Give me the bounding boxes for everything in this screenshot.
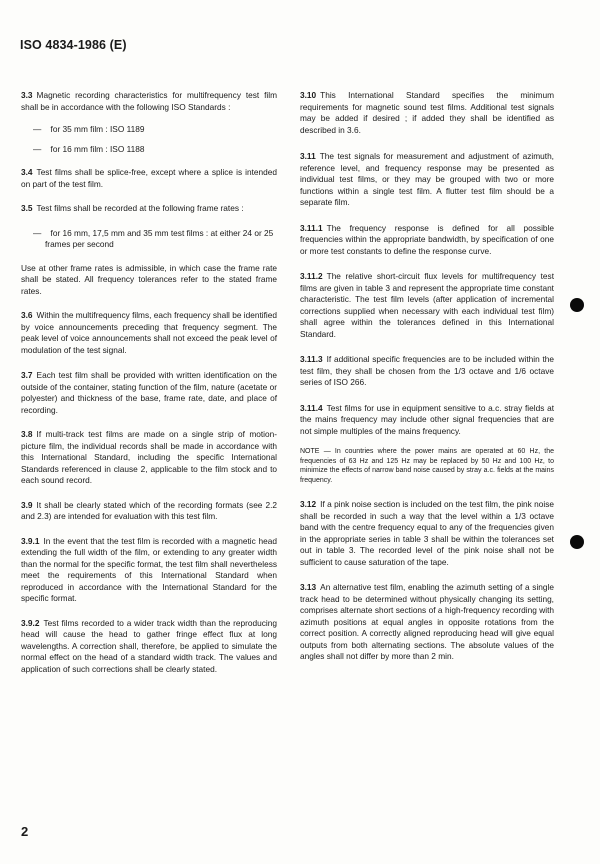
clause-3-10: 3.10 This International Standard specifies the minimum requirements for magnetic sound test films. Additional test signals may be added if desired ; if added they shall be identified as described in 3.6.: [300, 90, 554, 135]
clause-3-12: 3.12 If a pink noise section is included on the test film, the pink noise shall be recorded in such a way that the level within a 1/3 octave band with the centre frequency equal to any of the frequencies given in the appropriate series in table 3 shall be within the tolerances set out in table 3. The recorded level of the pink noise shall not be sufficient to cause saturation of the tape.: [300, 499, 554, 567]
clause-3-11-3: 3.11.3 If additional specific frequencies are to be included within the test film, they shall be chosen from the 1/3 octave and 1/6 octave series of ISO 266.: [300, 354, 554, 387]
paragraph: Use at other frame rates is admissible, in which case the frame rate shall be stated. All frequency tolerances refer to the stated frame rates.: [21, 262, 277, 296]
clause-3-9-1: 3.9.1 In the event that the test film is recorded with a magnetic head extending the full width of the film, or extending to any greater width than the normal for the specific format, the test film shall nevertheless meet the requirements of this International Standard when reproduced in accordance with the International Standard for the specific format.: [21, 535, 277, 603]
document-header: ISO 4834-1986 (E): [20, 38, 127, 52]
clause-3-11-4: 3.11.4 Test films for use in equipment sensitive to a.c. stray fields at the mains frequency may include other signal frequencies that are not simple multiples of the mains frequency.: [300, 402, 554, 436]
clause-3-9-2: 3.9.2 Test films recorded to a wider track width than the reproducing head will cause the head to gather fringe effect flux at long wavelengths. A correction shall, therefore, be applied to simulate the normal effect on the head of a standard width track. The values and application of such corrections shall be clearly stated.: [21, 617, 277, 674]
binding-hole-mark: [570, 298, 584, 312]
clause-3-6: 3.6 Within the multifrequency films, each frequency shall be identified by voice announcements preceding that frequency segment. The peak level of voice announcements shall not exceed the peak level of modulation of the test signal.: [21, 310, 277, 355]
binding-hole-mark: [570, 535, 584, 549]
left-column: [21, 90, 277, 675]
clause-3-11-2: 3.11.2 The relative short-circuit flux levels for multifrequency test films are given in table 3 and represent the appropriate time constant characteristic. The test film levels (after application of incremental corrections supplied when necessary with each individual test film) shall agree within the tolerances defined in this International Standard.: [300, 271, 554, 339]
clause-3-9: 3.9 It shall be clearly stated which of the recording formats (see 2.2 and 2.3) are intended for evaluation with this test film.: [21, 499, 277, 521]
right-column: [300, 90, 554, 663]
clause-3-3: 3.3 Magnetic recording characteristics for multifrequency test film shall be in accordance with the following ISO Standards :: [21, 90, 277, 112]
clause-3-7: 3.7 Each test film shall be provided with written identification on the outside of the container, stating function of the film, nature (acetate or polyester) and thickness of the base, frame rate, date, and place of recording.: [21, 370, 277, 415]
clause-3-11: 3.11 The test signals for measurement and adjustment of azimuth, reference level, and frequency response may be presented as individual test films, or they may be grouped with two or more functions within a single test film. A flutter test film should be a separate film.: [300, 151, 554, 207]
clause-3-5: 3.5 Test films shall be recorded at the following frame rates :: [21, 203, 244, 213]
clause-3-4: 3.4 Test films shall be splice-free, except where a splice is intended on part of the test film.: [21, 167, 277, 189]
page-number: 2: [21, 824, 29, 839]
clause-3-11-1: 3.11.1 The frequency response is defined for all possible frequencies within the appropriate bandwidth, by specification of one or more test constants to define the response curve.: [300, 222, 554, 256]
list-item: — for 16 mm film : ISO 1188: [33, 143, 145, 154]
list-item: — for 16 mm, 17,5 mm and 35 mm test films : at either 24 or 25 frames per second: [33, 227, 274, 249]
note: NOTE — In countries where the power mains are operated at 60 Hz, the frequencies of 63 Hz and 125 Hz may be replaced by 50 Hz and 100 Hz, to minimize the effects of narrow band noise caused by stray a.c. fields at the mains frequency.: [300, 448, 554, 484]
list-item: — for 35 mm film : ISO 1189: [33, 124, 145, 134]
clause-3-13: 3.13 An alternative test film, enabling the azimuth setting of a single track head to be determined without physically changing its setting, comprises alternate short sections of a high-frequency recording with azimuth positions at equal angles in opposite rotations from the correct position. A correctly aligned reproducing head will give equal outputs from both alternating sections. The absolute values of the angles shall not differ by more than 2 min.: [300, 582, 554, 662]
clause-3-8: 3.8 If multi-track test films are made on a single strip of motion-picture film, the individual records shall be made in accordance with this International Standard, including the specific International Standards referenced in clause 2, applicable to the film stock and to each sound record.: [21, 429, 277, 485]
